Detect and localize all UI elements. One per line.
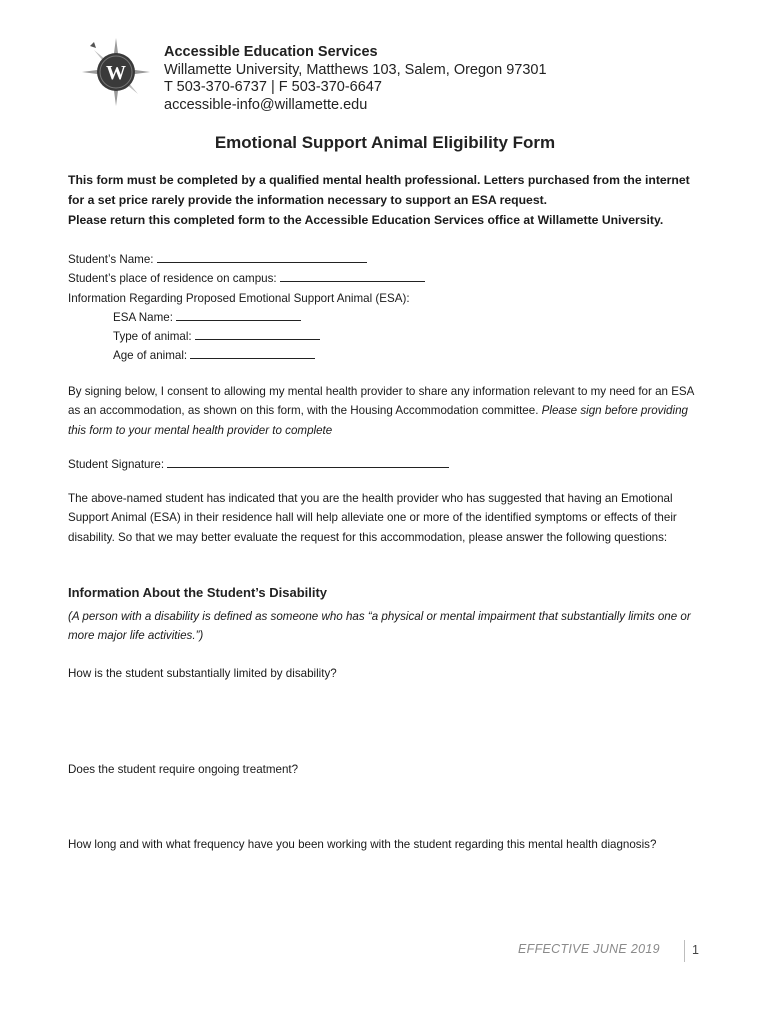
consent-instruction: Please sign before providing this form to your mental health provider to complete [68, 404, 688, 437]
org-email: accessible-info@willamette.edu [164, 96, 368, 113]
org-phone-fax: T 503-370-6737 | F 503-370-6647 [164, 79, 382, 95]
animal-age-label: Age of animal: [113, 349, 188, 363]
letterhead [164, 44, 547, 114]
question-treatment: Does the student require ongoing treatment? [68, 763, 299, 776]
provider-paragraph: The above-named student has indicated that you are the health provider who has suggested that having an Emotional Support Animal (ESA) in their residence hall will help alleviate one or more of the identified symptoms or effects of their disability. So that we may better evaluate the request for this accommodation, please answer the following questions: [68, 492, 677, 544]
animal-type-row [68, 327, 708, 346]
logo-letter: W [106, 62, 126, 84]
student-name-row [68, 250, 708, 269]
animal-type-label: Type of animal: [113, 330, 192, 344]
org-name: Accessible Education Services [164, 44, 378, 60]
intro-line: This form must be completed by a qualified mental health professional. Letters purchased from the internet [68, 173, 690, 187]
esa-name-field[interactable] [176, 308, 301, 321]
student-name-field[interactable] [157, 250, 367, 263]
esa-name-label: ESA Name: [113, 310, 173, 324]
animal-age-field[interactable] [190, 346, 315, 359]
signature-field[interactable] [167, 455, 449, 468]
intro-line: Please return this completed form to the Accessible Education Services office at Willamette University. [68, 213, 664, 227]
consent-paragraph [68, 382, 708, 440]
student-name-label: Student’s Name: [68, 253, 154, 266]
footer-divider [684, 940, 685, 962]
page-number: 1 [692, 943, 699, 957]
residence-row [68, 269, 708, 288]
student-fields [68, 250, 708, 366]
intro-line: for a set price rarely provide the information necessary to support an ESA request. [68, 193, 548, 207]
org-address: Willamette University, Matthews 103, Salem, Oregon 97301 [164, 61, 547, 78]
animal-age-row [68, 346, 708, 365]
animal-type-field[interactable] [195, 327, 320, 340]
esa-info-label: Information Regarding Proposed Emotional Support Animal (ESA): [68, 291, 410, 305]
effective-date: EFFECTIVE JUNE 2019 [518, 942, 660, 956]
residence-label: Student’s place of residence on campus: [68, 272, 277, 286]
consent-text: By signing below, I consent to allowing my mental health provider to share any information relevant to my need for an ESA as an accommodation, as shown on this form, with the Housing Accommodation committee. [68, 385, 694, 418]
form-title: Emotional Support Animal Eligibility Form [214, 133, 556, 152]
esa-name-row [68, 308, 708, 327]
signature-label: Student Signature: [68, 458, 165, 471]
willamette-compass-logo [80, 36, 152, 108]
signature-row [68, 455, 708, 474]
disability-section-heading: Information About the Student’s Disability [68, 585, 328, 600]
question-limitation: How is the student substantially limited by disability? [68, 667, 337, 680]
disability-definition: (A person with a disability is defined as someone who has “a physical or mental impairment that substantially limits one or more major life activities.”) [68, 610, 691, 643]
intro-instructions [68, 170, 718, 230]
residence-field[interactable] [280, 269, 425, 282]
question-frequency: How long and with what frequency have you been working with the student regarding this mental health diagnosis? [68, 838, 657, 851]
